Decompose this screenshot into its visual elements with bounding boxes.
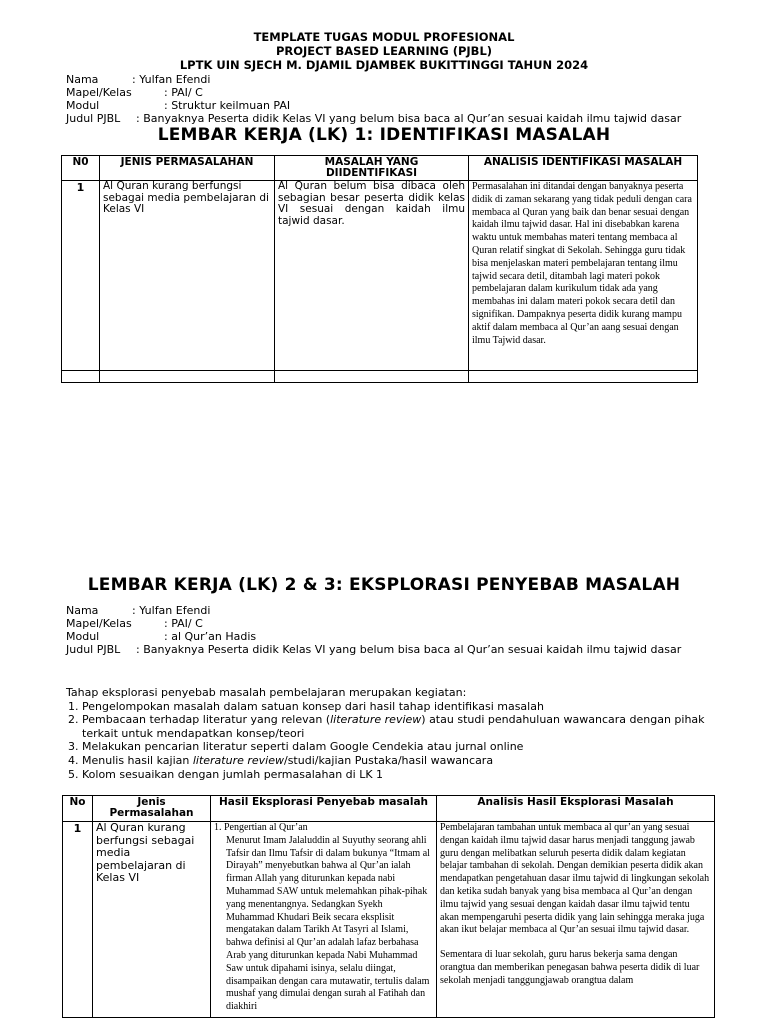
analisis-paragraph-2: Sementara di luar sekolah, guru harus bekerja sama dengan orangtua dan memberikan penegasan bahwa peserta didik di luar sekolah menjadi tanggungjawab orangtua dalam <box>440 949 700 986</box>
hasil-item-title: 1. Pengertian al Qur’an <box>214 822 308 833</box>
judul-value: : Banyaknya Peserta didik Kelas VI yang belum bisa baca al Qur’an sesuai kaidah ilmu tajwid dasar <box>136 112 682 125</box>
step-text-post: ) atau studi pendahuluan wawancara dengan pihak terkait untuk mendapatkan konsep/teori <box>82 713 705 740</box>
mapel-label: Mapel/Kelas <box>66 617 132 630</box>
doc-header-line1: TEMPLATE TUGAS MODUL PROFESIONAL <box>253 30 515 44</box>
identity2-mapel <box>66 617 203 630</box>
step-text-post: /studi/kajian Pustaka/hasil wawancara <box>284 753 494 767</box>
empty-cell <box>469 371 698 383</box>
lk1-table <box>61 155 698 383</box>
table-row <box>62 181 698 371</box>
lk1-cell-jenis: Al Quran kurang berfungsi sebagai media pembelajaran di Kelas VI <box>100 181 275 371</box>
doc-header-line2: PROJECT BASED LEARNING (PJBL) <box>275 44 493 58</box>
nama-label: Nama <box>66 604 99 617</box>
step-text: Kolom sesuaikan dengan jumlah permasalahan di LK 1 <box>82 767 384 781</box>
nama-value: : Yulfan Efendi <box>132 73 211 86</box>
lk2-header-analisis: Analisis Hasil Eksplorasi Masalah <box>437 796 715 822</box>
modul-value: : Struktur keilmuan PAI <box>164 99 291 112</box>
empty-cell <box>100 371 275 383</box>
intro-text: Tahap eksplorasi penyebab masalah pembelajaran merupakan kegiatan: <box>66 686 467 699</box>
step-text: Melakukan pencarian literatur seperti dalam Google Cendekia atau jurnal online <box>82 740 524 754</box>
modul-label: Modul <box>66 99 100 112</box>
step-text: Menulis hasil kajian <box>82 753 193 767</box>
modul-value: : al Qur’an Hadis <box>164 630 257 643</box>
empty-cell <box>275 371 469 383</box>
lk2-cell-hasil <box>211 822 437 1018</box>
lk1-header-analisis: ANALISIS IDENTIFIKASI MASALAH <box>469 156 698 181</box>
lk2-cell-jenis: Al Quran kurang berfungsi sebagai media pembelajaran di Kelas VI <box>93 822 211 1018</box>
step-emphasis: literature review <box>330 713 422 727</box>
list-item <box>82 700 706 714</box>
lk1-cell-analisis: Permasalahan ini ditandai dengan banyaknya peserta didik di zaman sekarang yang tidak peduli dengan cara membaca al Quran yang baik dan benar sesuai dengan kaidah ilmu tajwid dasar. Hal ini disebabkan karena waktu untuk membahas materi tentang membaca al Quran relatif singkat di Sekolah. Sehingga guru tidak bisa menjelaskan materi pembelajaran tentang ilmu tajwid secara detil, ditambah lagi materi pokok pembelajaran dalam kurikulum tidak ada yang membahas ini dalam materi pokok secara detil dan signifikan. Dampaknya peserta didik kurang mampu aktif dalam membaca al Qur’an aang sesuai dengan ilmu Tajwid dasar. <box>469 181 698 371</box>
list-item <box>82 740 706 754</box>
identity-judul <box>66 112 681 125</box>
table-row <box>63 822 715 1018</box>
mapel-value: : PAI/ C <box>164 86 203 99</box>
identity-modul <box>66 99 290 112</box>
hasil-body: Menurut Imam Jalaluddin al Suyuthy seorang ahli Tafsir dan Ilmu Tafsir di dalam bukunya “Itmam al Dirayah” menyebutkan bahwa al Qur’an ialah firman Allah yang diturunkan kepada nabi Muhammad SAW untuk melemahkan pihak-pihak yang menentangnya. Sedangkan Syekh Muhammad Khudari Beik secara eksplisit mengatakan dalam Tarikh At Tasyri al Islami, bahwa definisi al Qur’an adalah lafaz berbahasa Arab yang diturunkan kepada Nabi Muhammad Saw untuk dipahami isinya, selalu diingat, disampaikan dengan cara mutawatir, tertulis dalam mushaf yang dimulai dengan surah al Fatihah dan diakhiri <box>226 834 430 1013</box>
lk2-header-hasil: Hasil Eksplorasi Penyebab masalah <box>211 796 437 822</box>
lk1-header-jenis: JENIS PERMASALAHAN <box>100 156 275 181</box>
lk2-title: LEMBAR KERJA (LK) 2 & 3: EKSPLORASI PENYEBAB MASALAH <box>87 575 681 595</box>
lk1-header-no: N0 <box>62 156 100 181</box>
lk2-header-jenis: Jenis Permasalahan <box>93 796 211 822</box>
list-item <box>82 754 706 768</box>
lk2-header-row <box>63 796 715 822</box>
step-emphasis: literature review <box>192 753 284 767</box>
identity-nama <box>66 73 210 86</box>
judul-label: Judul PJBL <box>66 643 121 656</box>
analisis-paragraph-1: Pembelajaran tambahan untuk membaca al qur’an yang sesuai dengan kaidah ilmu tajwid dasar harus menjadi tanggung jawab guru dengan melibatkan seluruh peserta didik dalam kegiatan belajar tambahan di sekolah. Dengan demikian peserta didik akan mendapatkan pengetahuan dasar ilmu tajwid di lingkungan sekolah dan ketika sudah banyak yang bisa membaca al Qur’an dengan ilmu tajwid yang sesuai dengan kaidah dasar ilmu tajwid tentu akan mempengaruhi peserta didik yang lain sehingga meraka juga akan ikut belajar membaca al Qur’an sesuai ilmu tajwid dasar. <box>440 822 710 936</box>
step-text: Pembacaan terhadap literatur yang relevan ( <box>82 713 331 727</box>
mapel-label: Mapel/Kelas <box>66 86 132 99</box>
lk2-intro <box>66 686 706 781</box>
judul-label: Judul PJBL <box>66 112 121 125</box>
list-item <box>82 768 706 782</box>
identity-mapel <box>66 86 203 99</box>
identity2-nama <box>66 604 210 617</box>
lk1-title: LEMBAR KERJA (LK) 1: IDENTIFIKASI MASALAH <box>157 125 611 145</box>
lk2-cell-no: 1 <box>63 822 93 1018</box>
judul-value: : Banyaknya Peserta didik Kelas VI yang belum bisa baca al Qur’an sesuai kaidah ilmu tajwid dasar <box>136 643 682 656</box>
nama-value: : Yulfan Efendi <box>132 604 211 617</box>
lk1-header-row <box>62 156 698 181</box>
nama-label: Nama <box>66 73 99 86</box>
identity2-judul <box>66 643 681 656</box>
step-text: Pengelompokan masalah dalam satuan konsep dari hasil tahap identifikasi masalah <box>82 699 544 713</box>
lk2-header-no: No <box>63 796 93 822</box>
empty-cell <box>62 371 100 383</box>
modul-label: Modul <box>66 630 100 643</box>
lk2-table <box>62 795 715 1018</box>
lk1-cell-no: 1 <box>62 181 100 371</box>
mapel-value: : PAI/ C <box>164 617 203 630</box>
table-row-empty <box>62 371 698 383</box>
steps-list <box>66 700 706 782</box>
lk1-cell-masalah: Al Quran belum bisa dibaca oleh sebagian besar peserta didik kelas VI sesuai dengan kaidah ilmu tajwid dasar. <box>275 181 469 371</box>
doc-header-line3: LPTK UIN SJECH M. DJAMIL DJAMBEK BUKITTINGGI TAHUN 2024 <box>179 58 589 72</box>
lk1-header-masalah: MASALAH YANG DIIDENTIFIKASI <box>275 156 469 181</box>
identity2-modul <box>66 630 256 643</box>
lk2-cell-analisis <box>437 822 715 1018</box>
list-item <box>82 713 706 740</box>
